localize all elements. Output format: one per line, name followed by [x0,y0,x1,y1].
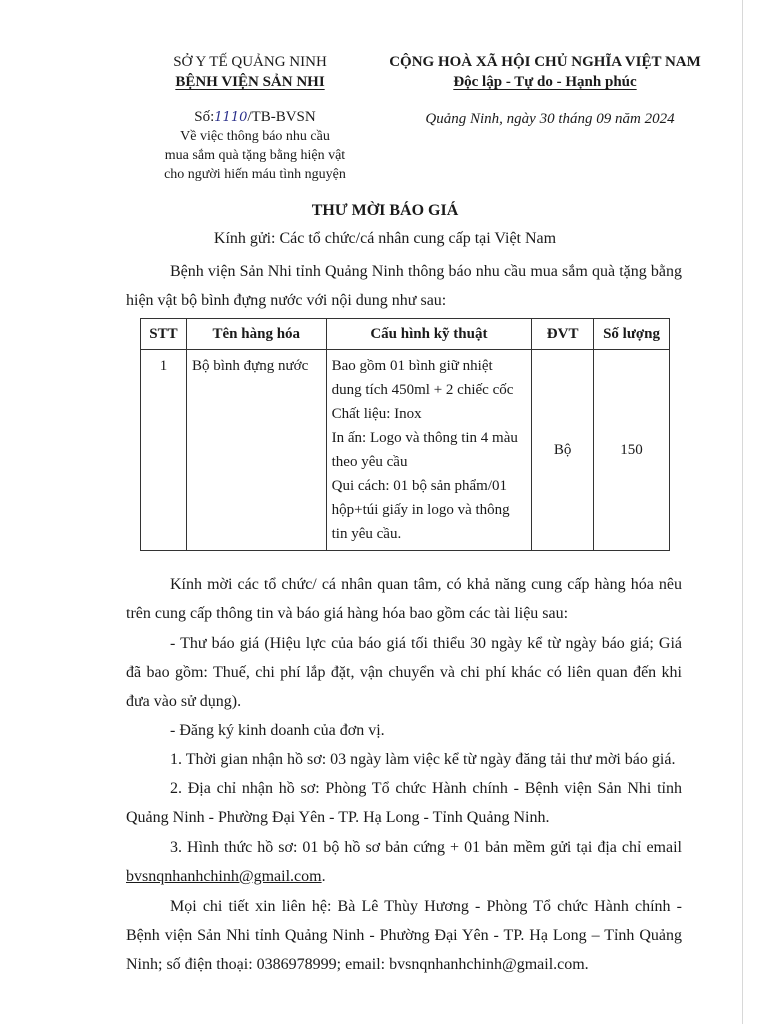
table-row [141,350,670,551]
nation-motto: Độc lập - Tự do - Hạnh phúc [453,74,637,90]
item-submission-form: 3. Hình thức hồ sơ: 01 bộ hồ sơ bản cứng + 01 bản mềm gửi tại địa chỉ email bvsnqnhanhchinh@gmail.com. [126,839,682,885]
document-title: THƯ MỜI BÁO GIÁ [311,202,459,219]
cell-spec [326,350,532,551]
contact-paragraph: Mọi chi tiết xin liên hệ: Bà Lê Thùy Hương - Phòng Tổ chức Hành chính - Bệnh viện Sản Nhi tỉnh Quảng Ninh - Phường Đại Yên - TP. Hạ Long – Tỉnh Quảng Ninh; số điện thoại: 0386978999; email: bvsnqnhanhchinh@gmail.com. [126,898,682,973]
col-header-spec: Cấu hình kỹ thuật [326,319,532,350]
nation-header [355,52,735,92]
item-receiving-address: 2. Địa chỉ nhận hồ sơ: Phòng Tổ chức Hành chính - Bệnh viện Sản Nhi tỉnh Quảng Ninh - Phường Đại Yên - TP. Hạ Long - Tỉnh Quảng Ninh. [126,780,682,826]
col-header-unit: ĐVT [532,319,594,350]
col-header-stt: STT [141,319,187,350]
cell-stt: 1 [141,350,187,551]
subject-line-1: Về việc thông báo nhu cầu [180,129,330,144]
subject-line-2: mua sắm quà tặng bằng hiện vật [164,148,346,163]
salutation: Kính gửi: Các tổ chức/cá nhân cung cấp tại Việt Nam [213,230,557,247]
col-header-name: Tên hàng hóa [186,319,326,350]
spec-line-3: In ấn: Logo và thông tin 4 màu theo yêu cầu [331,430,518,470]
requirement-business-license: - Đăng ký kinh doanh của đơn vị. [170,722,385,739]
cell-quantity: 150 [594,350,670,551]
subject-line-3: cho người hiến máu tình nguyện [164,167,346,182]
spec-line-1: Bao gồm 01 bình giữ nhiệt dung tích 450ml + 2 chiếc cốc [331,358,514,398]
requirement-quote: - Thư báo giá (Hiệu lực của báo giá tối thiểu 30 ngày kể từ ngày báo giá; Giá đã bao gồm: Thuế, chi phí lắp đặt, vận chuyển và chi phí khác có liên quan đến khi đưa vào sử dụng). [126,635,682,710]
spec-line-2: Chất liệu: Inox [331,406,422,422]
document-number: Số:1110/TB-BVSN [194,109,316,125]
items-table [140,318,670,551]
agency-header [155,52,345,92]
email-link[interactable]: bvsnqnhanhchinh@gmail.com [126,868,322,885]
agency-line2: BỆNH VIỆN SẢN NHI [175,74,325,90]
spec-line-4: Qui cách: 01 bộ sản phẩm/01 hộp+túi giấy in logo và thông tin yêu cầu. [331,478,510,542]
invite-paragraph: Kính mời các tổ chức/ cá nhân quan tâm, có khả năng cung cấp hàng hóa nêu trên cung cấp thông tin và báo giá hàng hóa bao gồm các tài liệu sau: [126,576,682,622]
document-number-block [130,108,380,184]
handwritten-number: 1110 [214,110,248,125]
agency-line1: SỞ Y TẾ QUẢNG NINH [173,54,327,70]
page-edge-line [742,0,743,1024]
item-receiving-time: 1. Thời gian nhận hồ sơ: 03 ngày làm việc kể từ ngày đăng tải thư mời báo giá. [170,751,676,768]
nation-line1: CỘNG HOÀ XÃ HỘI CHỦ NGHĨA VIỆT NAM [389,54,701,70]
place-date: Quảng Ninh, ngày 30 tháng 09 năm 2024 [425,111,675,127]
cell-unit: Bộ [532,350,594,551]
table-header-row [141,319,670,350]
intro-paragraph: Bệnh viện Sản Nhi tỉnh Quảng Ninh thông báo nhu cầu mua sắm quà tặng bằng hiện vật bộ bình đựng nước với nội dung như sau: [126,263,682,309]
cell-name: Bộ bình đựng nước [186,350,326,551]
col-header-quantity: Số lượng [594,319,670,350]
